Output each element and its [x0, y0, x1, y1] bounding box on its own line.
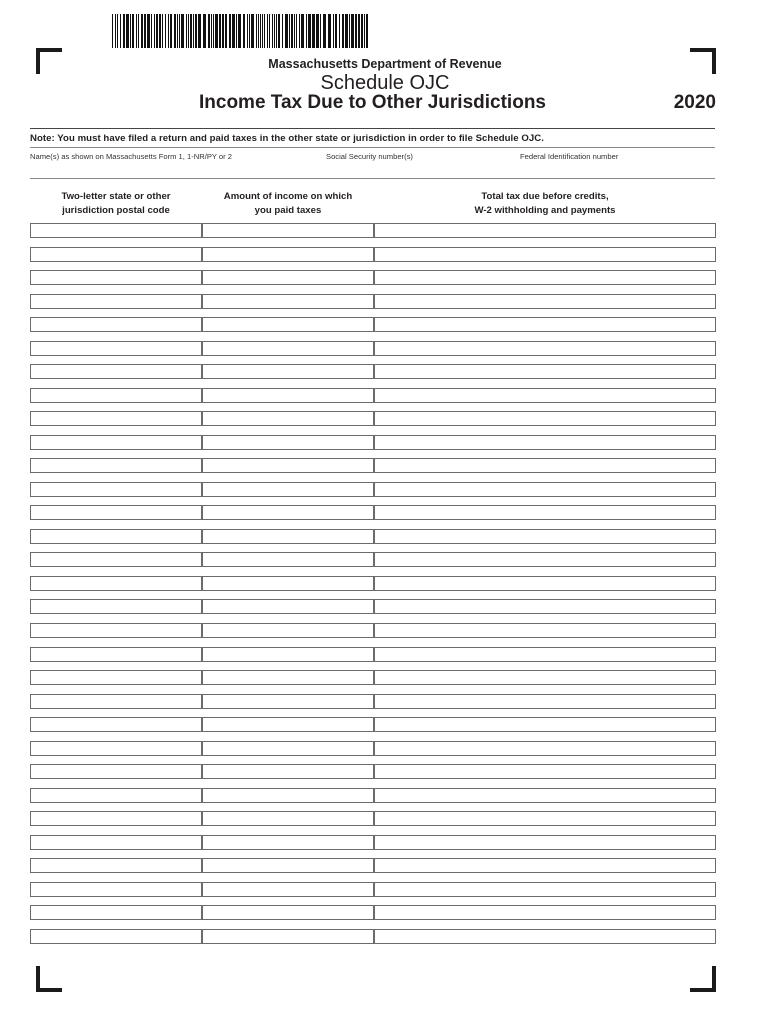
barcode-bar — [249, 14, 250, 48]
jurisdiction-code-field[interactable] — [30, 435, 202, 450]
barcode-bar — [188, 14, 189, 48]
income-amount-field[interactable] — [202, 694, 374, 709]
income-amount-field[interactable] — [202, 552, 374, 567]
barcode-bar — [195, 14, 197, 48]
table-row — [30, 929, 716, 944]
barcode-bar — [296, 14, 297, 48]
barcode-bar — [120, 14, 121, 48]
corner-mark-bottom-right — [690, 966, 716, 992]
jurisdiction-code-field[interactable] — [30, 882, 202, 897]
barcode-bar — [190, 14, 192, 48]
income-amount-field[interactable] — [202, 670, 374, 685]
barcode-bar — [123, 14, 125, 48]
department-name: Massachusetts Department of Revenue — [268, 57, 502, 71]
column-header-income: Amount of income on which you paid taxes — [223, 191, 353, 216]
barcode-bar — [323, 14, 326, 48]
barcode-bar — [222, 14, 224, 48]
tax-due-field[interactable] — [374, 694, 716, 709]
income-amount-field[interactable] — [202, 788, 374, 803]
table-row — [30, 576, 716, 591]
income-amount-field[interactable] — [202, 341, 374, 356]
table-row — [30, 341, 716, 356]
table-row — [30, 223, 716, 238]
barcode-bar — [294, 14, 295, 48]
taxpayer-name-label: Name(s) as shown on Massachusetts Form 1, 1-NR/PY or 2 — [30, 152, 233, 161]
barcode-bar — [335, 14, 337, 48]
jurisdiction-code-field[interactable] — [30, 858, 202, 873]
jurisdiction-code-field[interactable] — [30, 717, 202, 732]
ssn-label: Social Security number(s) — [326, 152, 413, 161]
table-row — [30, 270, 716, 285]
jurisdiction-code-field[interactable] — [30, 223, 202, 238]
table-row — [30, 458, 716, 473]
note-divider — [30, 147, 715, 148]
barcode-bar — [345, 14, 348, 48]
barcode-bar — [174, 14, 176, 48]
barcode-bar — [291, 14, 293, 48]
income-amount-field[interactable] — [202, 811, 374, 826]
header-divider — [30, 128, 715, 129]
tax-due-field[interactable] — [374, 270, 716, 285]
barcode-bar — [262, 14, 263, 48]
tax-due-field[interactable] — [374, 929, 716, 944]
barcode-bar — [339, 14, 340, 48]
table-row — [30, 741, 716, 756]
barcode-bar — [203, 14, 206, 48]
tax-due-field[interactable] — [374, 623, 716, 638]
jurisdiction-code-field[interactable] — [30, 764, 202, 779]
barcode-bar — [193, 14, 194, 48]
tax-due-field[interactable] — [374, 341, 716, 356]
tax-due-field[interactable] — [374, 647, 716, 662]
barcode-bar — [361, 14, 363, 48]
barcode-bar — [141, 14, 143, 48]
jurisdiction-code-field[interactable] — [30, 741, 202, 756]
taxpayer-name-field[interactable] — [30, 162, 320, 176]
tax-due-field[interactable] — [374, 294, 716, 309]
barcode-bar — [117, 14, 118, 48]
barcode-bar — [219, 14, 221, 48]
barcode-bar — [299, 14, 300, 48]
table-row — [30, 764, 716, 779]
income-amount-field[interactable] — [202, 223, 374, 238]
income-amount-field[interactable] — [202, 835, 374, 850]
income-amount-field[interactable] — [202, 929, 374, 944]
barcode-bar — [112, 14, 113, 48]
income-amount-field[interactable] — [202, 364, 374, 379]
jurisdiction-code-field[interactable] — [30, 670, 202, 685]
tax-due-field[interactable] — [374, 764, 716, 779]
table-row — [30, 835, 716, 850]
barcode-bar — [147, 14, 150, 48]
jurisdiction-code-field[interactable] — [30, 364, 202, 379]
fein-label: Federal Identification number — [520, 152, 619, 161]
tax-due-field[interactable] — [374, 223, 716, 238]
barcode-bar — [316, 14, 319, 48]
barcode-bar — [264, 14, 265, 48]
table-row — [30, 482, 716, 497]
table-row — [30, 294, 716, 309]
tax-due-field[interactable] — [374, 835, 716, 850]
barcode-bar — [132, 14, 134, 48]
table-row — [30, 552, 716, 567]
barcode-bar — [243, 14, 245, 48]
income-amount-field[interactable] — [202, 388, 374, 403]
barcode-bar — [358, 14, 360, 48]
jurisdiction-code-field[interactable] — [30, 317, 202, 332]
barcode-bar — [181, 14, 184, 48]
income-amount-field[interactable] — [202, 505, 374, 520]
barcode-bar — [342, 14, 344, 48]
barcode-bar — [144, 14, 146, 48]
barcode-bar — [154, 14, 155, 48]
jurisdiction-code-field[interactable] — [30, 623, 202, 638]
barcode-bar — [278, 14, 280, 48]
jurisdiction-code-field[interactable] — [30, 552, 202, 567]
tax-due-field[interactable] — [374, 411, 716, 426]
table-row — [30, 435, 716, 450]
tax-due-field[interactable] — [374, 482, 716, 497]
jurisdiction-code-field[interactable] — [30, 247, 202, 262]
tax-due-field[interactable] — [374, 599, 716, 614]
jurisdiction-code-field[interactable] — [30, 270, 202, 285]
form-title: Income Tax Due to Other Jurisdictions — [199, 92, 546, 113]
barcode-bar — [156, 14, 158, 48]
tax-due-field[interactable] — [374, 882, 716, 897]
barcode-bar — [285, 14, 288, 48]
jurisdiction-code-field[interactable] — [30, 505, 202, 520]
column-header-tax-due: Total tax due before credits, W-2 withholding and payments — [474, 191, 616, 216]
barcode-bar — [211, 14, 212, 48]
barcode-bar — [301, 14, 304, 48]
barcode-bar — [364, 14, 365, 48]
income-amount-field[interactable] — [202, 764, 374, 779]
income-amount-field[interactable] — [202, 905, 374, 920]
tax-due-field[interactable] — [374, 435, 716, 450]
barcode-bar — [198, 14, 201, 48]
barcode-bar — [232, 14, 235, 48]
jurisdiction-code-field[interactable] — [30, 835, 202, 850]
income-amount-field[interactable] — [202, 270, 374, 285]
barcode-bar — [308, 14, 311, 48]
barcode-bar — [247, 14, 248, 48]
table-row — [30, 905, 716, 920]
barcode-bar — [162, 14, 163, 48]
table-row — [30, 858, 716, 873]
barcode-bar — [274, 14, 275, 48]
tax-due-field[interactable] — [374, 576, 716, 591]
corner-mark-bottom-left — [36, 966, 62, 992]
income-amount-field[interactable] — [202, 435, 374, 450]
barcode-bar — [151, 14, 152, 48]
tax-due-field[interactable] — [374, 505, 716, 520]
table-row — [30, 388, 716, 403]
income-amount-field[interactable] — [202, 411, 374, 426]
barcode-bar — [320, 14, 321, 48]
tax-due-field[interactable] — [374, 717, 716, 732]
barcode-bar — [355, 14, 357, 48]
tax-due-field[interactable] — [374, 552, 716, 567]
income-amount-field[interactable] — [202, 741, 374, 756]
income-amount-field[interactable] — [202, 317, 374, 332]
barcode-bar — [229, 14, 231, 48]
tax-due-field[interactable] — [374, 811, 716, 826]
barcode-bar — [256, 14, 257, 48]
barcode-bar — [208, 14, 210, 48]
barcode-bar — [138, 14, 139, 48]
income-amount-field[interactable] — [202, 647, 374, 662]
table-row — [30, 788, 716, 803]
barcode-bar — [260, 14, 261, 48]
income-amount-field[interactable] — [202, 576, 374, 591]
jurisdiction-code-field[interactable] — [30, 411, 202, 426]
barcode-bar — [328, 14, 331, 48]
table-row — [30, 882, 716, 897]
tax-due-field[interactable] — [374, 247, 716, 262]
income-amount-field[interactable] — [202, 482, 374, 497]
jurisdiction-code-field[interactable] — [30, 694, 202, 709]
tax-due-field[interactable] — [374, 905, 716, 920]
barcode-bar — [312, 14, 315, 48]
table-row — [30, 717, 716, 732]
tax-year: 2020 — [673, 92, 716, 113]
table-row — [30, 247, 716, 262]
barcode-bar — [251, 14, 254, 48]
tax-due-field[interactable] — [374, 858, 716, 873]
barcode-bar — [179, 14, 180, 48]
tax-due-field[interactable] — [374, 458, 716, 473]
barcode-bar — [258, 14, 259, 48]
barcode-bar — [165, 14, 166, 48]
barcode-bar — [238, 14, 241, 48]
barcode-bar — [170, 14, 172, 48]
table-row — [30, 647, 716, 662]
column-header-jurisdiction: Two-letter state or other jurisdiction postal code — [61, 191, 171, 216]
jurisdiction-code-field[interactable] — [30, 576, 202, 591]
tax-due-field[interactable] — [374, 741, 716, 756]
barcode-bar — [289, 14, 290, 48]
jurisdiction-code-field[interactable] — [30, 647, 202, 662]
jurisdiction-code-field[interactable] — [30, 905, 202, 920]
income-amount-field[interactable] — [202, 294, 374, 309]
income-amount-field[interactable] — [202, 599, 374, 614]
income-amount-field[interactable] — [202, 882, 374, 897]
jurisdiction-code-field[interactable] — [30, 341, 202, 356]
table-row — [30, 411, 716, 426]
tax-due-field[interactable] — [374, 388, 716, 403]
income-amount-field[interactable] — [202, 247, 374, 262]
barcode-bar — [276, 14, 277, 48]
jurisdiction-code-field[interactable] — [30, 294, 202, 309]
table-row — [30, 505, 716, 520]
tax-due-field[interactable] — [374, 670, 716, 685]
barcode-bar — [269, 14, 270, 48]
barcode-bar — [366, 14, 368, 48]
barcode-bar — [136, 14, 137, 48]
income-amount-field[interactable] — [202, 623, 374, 638]
tax-due-field[interactable] — [374, 788, 716, 803]
table-row — [30, 529, 716, 544]
jurisdiction-code-field[interactable] — [30, 529, 202, 544]
income-amount-field[interactable] — [202, 717, 374, 732]
table-row — [30, 670, 716, 685]
income-amount-field[interactable] — [202, 458, 374, 473]
barcode-bar — [236, 14, 237, 48]
barcode-bar — [215, 14, 218, 48]
jurisdiction-code-field[interactable] — [30, 388, 202, 403]
table-row — [30, 317, 716, 332]
barcode-bar — [213, 14, 214, 48]
barcode-bar — [177, 14, 178, 48]
filing-note: Note: You must have filed a return and paid taxes in the other state or jurisdiction in order to file Schedule OJC. — [30, 133, 544, 144]
barcode-bar — [225, 14, 227, 48]
barcode-bar — [282, 14, 283, 48]
tax-due-field[interactable] — [374, 317, 716, 332]
table-row — [30, 599, 716, 614]
barcode-bar — [272, 14, 273, 48]
jurisdiction-code-field[interactable] — [30, 458, 202, 473]
id-divider — [30, 178, 715, 179]
barcode-bar — [306, 14, 307, 48]
table-row — [30, 623, 716, 638]
ssn-field[interactable] — [326, 162, 511, 176]
barcode-bar — [168, 14, 169, 48]
table-row — [30, 694, 716, 709]
jurisdiction-code-field[interactable] — [30, 811, 202, 826]
schedule-name: Schedule OJC — [320, 72, 450, 94]
jurisdiction-code-field[interactable] — [30, 788, 202, 803]
barcode-bar — [349, 14, 350, 48]
barcode-bar — [115, 14, 116, 48]
barcode-bar — [267, 14, 268, 48]
fein-field[interactable] — [520, 162, 715, 176]
jurisdiction-code-field[interactable] — [30, 929, 202, 944]
jurisdiction-code-field[interactable] — [30, 599, 202, 614]
tax-due-field[interactable] — [374, 364, 716, 379]
barcode-bar — [126, 14, 129, 48]
barcode-bar — [159, 14, 161, 48]
table-row — [30, 811, 716, 826]
jurisdiction-code-field[interactable] — [30, 482, 202, 497]
income-amount-field[interactable] — [202, 529, 374, 544]
barcode-bar — [333, 14, 334, 48]
barcode-bar — [130, 14, 131, 48]
barcode-bar — [351, 14, 354, 48]
income-amount-field[interactable] — [202, 858, 374, 873]
table-row — [30, 364, 716, 379]
barcode — [112, 14, 370, 48]
tax-due-field[interactable] — [374, 529, 716, 544]
barcode-bar — [186, 14, 187, 48]
